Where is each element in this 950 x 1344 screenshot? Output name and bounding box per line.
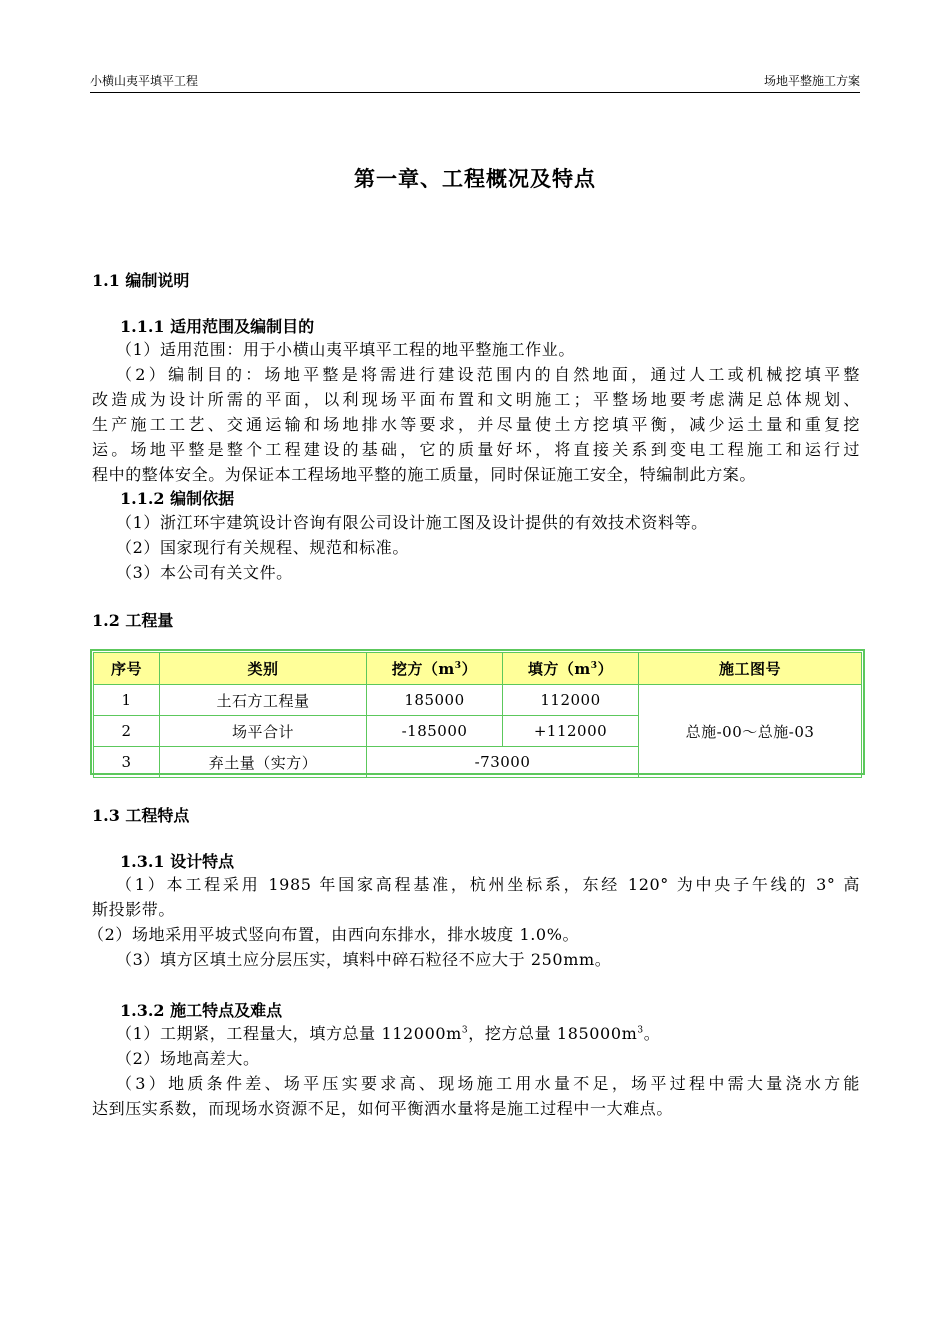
chapter-title: 第一章、工程概况及特点 xyxy=(354,166,596,191)
text-line: （3）地质条件差、场平压实要求高、现场施工用水量不足，场平过程中需大量浇水方能 xyxy=(116,1074,860,1093)
cell-type: 土石方工程量 xyxy=(160,685,367,716)
cell-cut: -185000 xyxy=(367,716,503,747)
column-header-cut: 挖方$(m^3)$ xyxy=(367,653,503,685)
section-1-1-2-title: 1.1.2 编制依据 xyxy=(120,489,235,508)
text-line: 程中的整体安全。为保证本工程场地平整的施工质量，同时保证施工安全，特编制此方案。 xyxy=(92,465,757,484)
text-line: 改造成为设计所需的平面，以利现场平面布置和文明施工；平整场地要考虑满足总体规划、 xyxy=(92,390,860,409)
text-line: 斯投影带。 xyxy=(92,900,176,919)
header-project-name: 小横山夷平填平工程 xyxy=(90,74,199,88)
page-header xyxy=(90,72,860,93)
header-document-name: 场地平整施工方案 xyxy=(763,74,860,88)
cell-no: 2 xyxy=(94,716,160,747)
section-1-3-2-body xyxy=(92,1021,860,1121)
section-1-3-2-title: 1.3.2 施工特点及难点 xyxy=(120,1001,283,1020)
text-line: 生产施工工艺、交通运输和场地排水等要求，并尽量使土方挖填平衡，减少运土量和重复挖 xyxy=(92,415,860,434)
section-1-1-2-body xyxy=(92,510,860,585)
text-line: （1）工期紧，工程量大，填方总量 $112000m^3$，挖方总量 $185000m^3$。 xyxy=(116,1024,661,1043)
cell-type: 场平合计 xyxy=(160,716,367,747)
cell-type: 弃土量（实方） xyxy=(160,747,367,778)
text-line: （2）国家现行有关规程、规范和标准。 xyxy=(116,538,409,557)
text-line: （2）场地采用平坡式竖向布置，由西向东排水，排水坡度 1.0%。 xyxy=(88,925,580,944)
quantity-table xyxy=(90,649,865,775)
column-header-no: 序号 xyxy=(94,653,160,685)
section-1-3-1-body xyxy=(88,872,860,972)
cell-cut: 185000 xyxy=(367,685,503,716)
section-1-3-1-title: 1.3.1 设计特点 xyxy=(120,852,235,871)
text-line: （3）本公司有关文件。 xyxy=(116,563,293,582)
text-line: （2）编制目的：场地平整是将需进行建设范围内的自然地面，通过人工或机械挖填平整 xyxy=(116,365,860,384)
column-header-type: 类别 xyxy=(160,653,367,685)
text-line: （1）适用范围：用于小横山夷平填平工程的地平整施工作业。 xyxy=(116,340,575,359)
text-line: 达到压实系数，而现场水资源不足，如何平衡洒水量将是施工过程中一大难点。 xyxy=(92,1099,674,1118)
column-header-fill: 填方$(m^3)$ xyxy=(503,653,639,685)
text-line: （1）本工程采用 1985 年国家高程基准，杭州坐标系，东经 120° 为中央子午线的 3° 高 xyxy=(116,875,860,894)
text-line: 运。场地平整是整个工程建设的基础，它的质量好坏，将直接关系到变电工程施工和运行过 xyxy=(92,440,860,459)
section-1-1-title: 1.1 编制说明 xyxy=(92,271,190,290)
cell-no: 1 xyxy=(94,685,160,716)
section-1-2-title: 1.2 工程量 xyxy=(92,611,174,630)
section-1-3-title: 1.3 工程特点 xyxy=(92,806,190,825)
table-header-row xyxy=(94,653,862,685)
cell-fill: +112000 xyxy=(503,716,639,747)
text-line: （1）浙江环宇建筑设计咨询有限公司设计施工图及设计提供的有效技术资料等。 xyxy=(116,513,708,532)
cell-drawing: 总施-00～总施-03 xyxy=(639,685,862,778)
cell-balance: -73000 xyxy=(367,747,639,778)
text-line: （2）场地高差大。 xyxy=(116,1049,260,1068)
cell-no: 3 xyxy=(94,747,160,778)
table-row xyxy=(94,685,862,716)
cell-fill: 112000 xyxy=(503,685,639,716)
section-1-1-1-title: 1.1.1 适用范围及编制目的 xyxy=(120,317,315,336)
column-header-drawing: 施工图号 xyxy=(639,653,862,685)
text-line: （3）填方区填土应分层压实，填料中碎石粒径不应大于 250mm。 xyxy=(116,950,612,969)
section-1-1-1-body xyxy=(92,337,860,487)
